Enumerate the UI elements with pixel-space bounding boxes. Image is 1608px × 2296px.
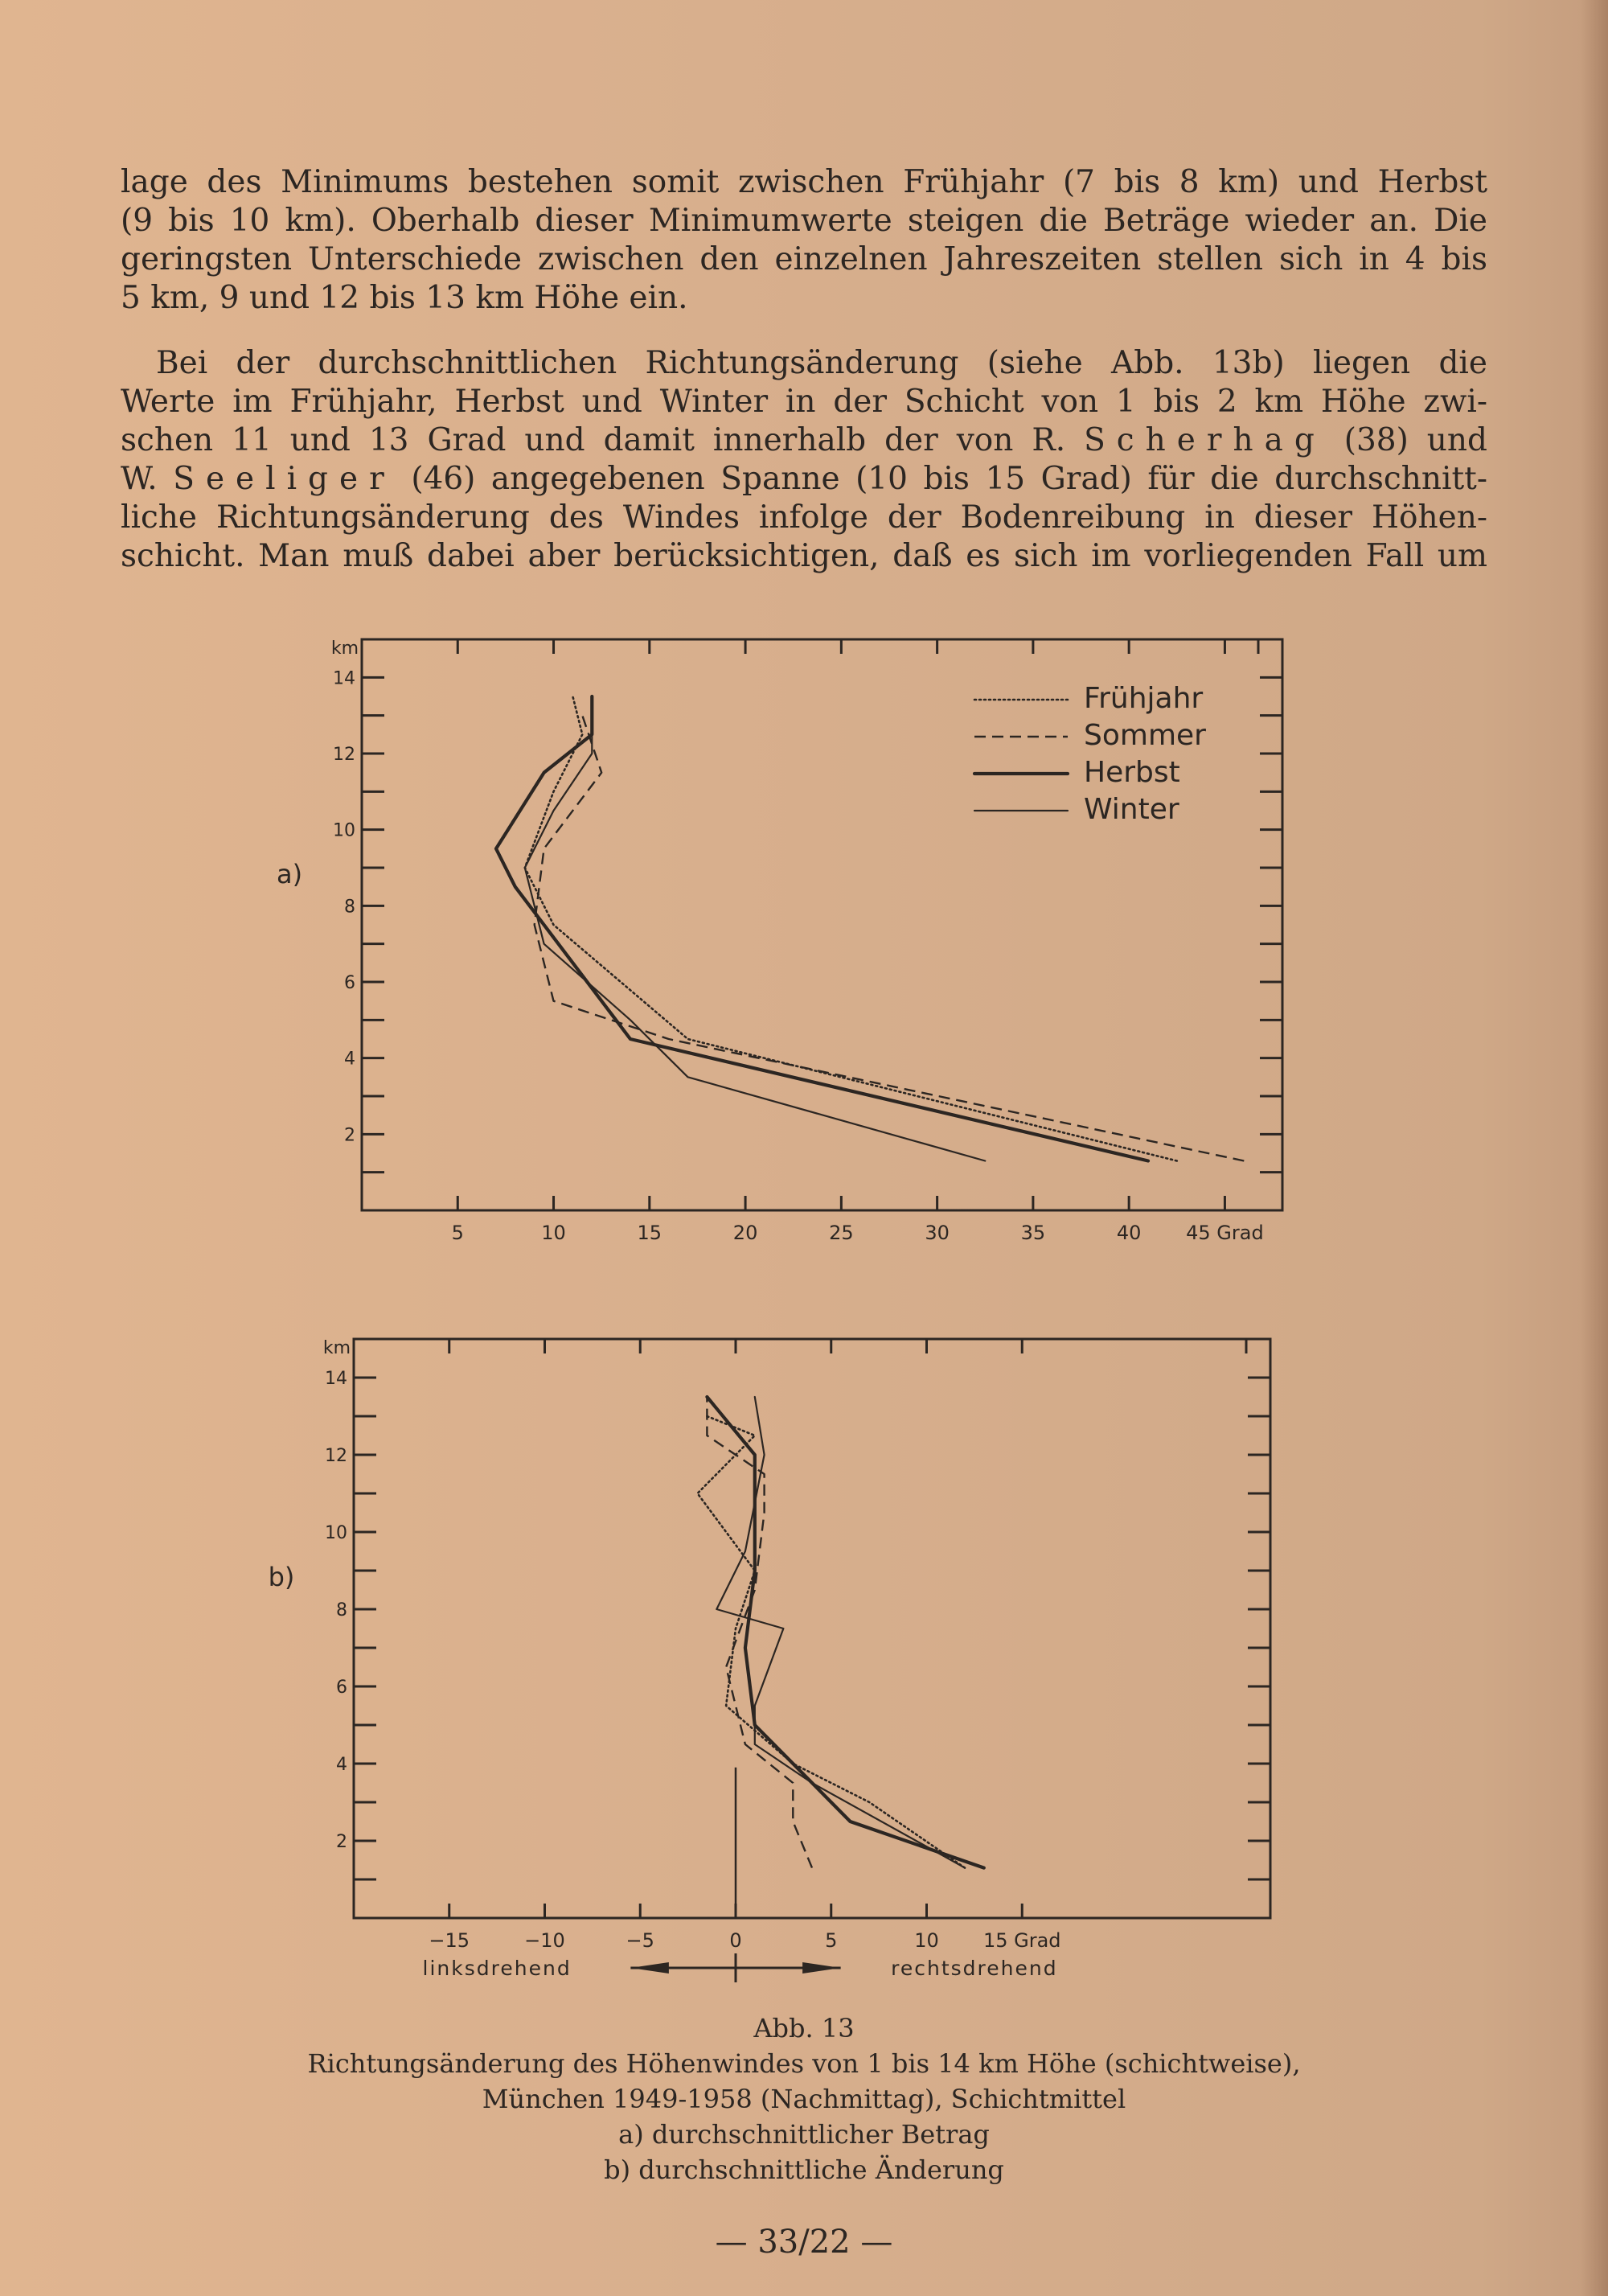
caption-line: a) durchschnittlicher Betrag xyxy=(618,2119,990,2150)
direction-right-label: rechtsdrehend xyxy=(891,1957,1058,1980)
text-segment: (38) und xyxy=(1343,422,1487,458)
text-line: 5 km, 9 und 12 bis 13 km Höhe ein. xyxy=(121,280,688,316)
y-tick-label: 12 xyxy=(325,1446,347,1466)
legend-label: Herbst xyxy=(1084,756,1180,789)
series-herbst-line xyxy=(496,696,1148,1161)
text-line: (9 bis 10 km). Oberhalb dieser Minimumwerte steigen die Beträge wieder an. Die xyxy=(121,203,1487,239)
legend-label: Sommer xyxy=(1084,719,1206,752)
x-tick-label: 40 xyxy=(1116,1222,1142,1244)
text-segment: W. xyxy=(121,461,158,497)
y-tick-label: 4 xyxy=(344,1049,355,1070)
text-segment: schen 11 und 13 Grad und damit innerhalb der von R. xyxy=(121,422,1066,458)
y-tick-label: 12 xyxy=(333,745,355,765)
y-tick-label: 6 xyxy=(344,973,355,993)
text-line: Werte im Frühjahr, Herbst und Winter in der Schicht von 1 bis 2 km Höhe zwi- xyxy=(121,384,1487,420)
text-line: lage des Minimums bestehen somit zwischen Frühjahr (7 bis 8 km) und Herbst xyxy=(121,164,1487,200)
plot-frame xyxy=(354,1339,1270,1918)
x-tick-label: 30 xyxy=(925,1222,950,1244)
x-tick-label: 35 xyxy=(1020,1222,1046,1244)
chart-panel-b xyxy=(269,1338,1270,1982)
x-tick-label: 15 Grad xyxy=(982,1929,1061,1952)
arrow-left-head xyxy=(630,1962,669,1974)
text-line: geringsten Unterschiede zwischen den einzelnen Jahreszeiten stellen sich in 4 bis xyxy=(121,241,1487,277)
x-tick-label: 15 xyxy=(637,1222,662,1244)
y-tick-label: 8 xyxy=(344,897,355,918)
x-tick-label: 5 xyxy=(825,1929,838,1952)
panel-label: a) xyxy=(276,858,303,889)
x-tick-label: 5 xyxy=(451,1222,464,1244)
caption-line: München 1949-1958 (Nachmittag), Schichtmittel xyxy=(482,2084,1126,2114)
direction-left-label: linksdrehend xyxy=(422,1957,572,1980)
y-tick-label: 6 xyxy=(336,1678,347,1698)
y-axis-label: km xyxy=(330,639,359,659)
x-tick-label: −5 xyxy=(626,1929,654,1952)
panel-label: b) xyxy=(268,1562,295,1593)
x-tick-label: −10 xyxy=(524,1929,565,1952)
y-tick-label: 2 xyxy=(344,1125,355,1146)
series-winter-line xyxy=(525,696,986,1161)
x-tick-label: 25 xyxy=(829,1222,854,1244)
arrow-right-head xyxy=(802,1962,841,1974)
text-line: Bei der durchschnittlichen Richtungsänderung (siehe Abb. 13b) liegen die xyxy=(156,345,1487,381)
x-tick-label: 10 xyxy=(914,1929,939,1952)
y-tick-label: 10 xyxy=(333,820,355,841)
y-axis-label: km xyxy=(322,1338,351,1358)
y-tick-label: 10 xyxy=(325,1523,347,1543)
x-tick-label: 45 Grad xyxy=(1186,1222,1264,1244)
author-name-seeliger: Seeliger xyxy=(173,461,396,497)
legend-label: Winter xyxy=(1084,793,1179,826)
figure-caption xyxy=(121,2011,1487,2187)
x-tick-label: 0 xyxy=(729,1929,742,1952)
text-segment: (46) angegebenen Spanne (10 bis 15 Grad) für die durchschnitt- xyxy=(411,461,1488,497)
caption-title: Abb. 13 xyxy=(753,2013,855,2043)
y-tick-label: 2 xyxy=(336,1832,347,1852)
x-tick-label: −15 xyxy=(429,1929,470,1952)
chart-panel-a xyxy=(277,639,1282,1244)
x-tick-label: 10 xyxy=(541,1222,566,1244)
caption-line: b) durchschnittliche Änderung xyxy=(604,2154,1004,2185)
y-tick-label: 4 xyxy=(336,1755,347,1775)
caption-line: Richtungsänderung des Höhenwindes von 1 bis 14 km Höhe (schichtweise), xyxy=(307,2048,1301,2079)
page-number: — 33/22 — xyxy=(715,2224,893,2261)
y-tick-label: 8 xyxy=(336,1600,347,1620)
x-tick-label: 20 xyxy=(732,1222,758,1244)
y-tick-label: 14 xyxy=(333,668,355,689)
author-name-scherhag: Scherhag xyxy=(1084,422,1326,458)
text-line: schicht. Man muß dabei aber berücksichtigen, daß es sich im vorliegenden Fall um xyxy=(121,538,1487,574)
legend-label: Frühjahr xyxy=(1084,682,1204,715)
text-line: liche Richtungsänderung des Windes infolge der Bodenreibung in dieser Höhen- xyxy=(121,499,1487,536)
y-tick-label: 14 xyxy=(325,1369,347,1389)
series-herbst-line xyxy=(707,1397,983,1868)
